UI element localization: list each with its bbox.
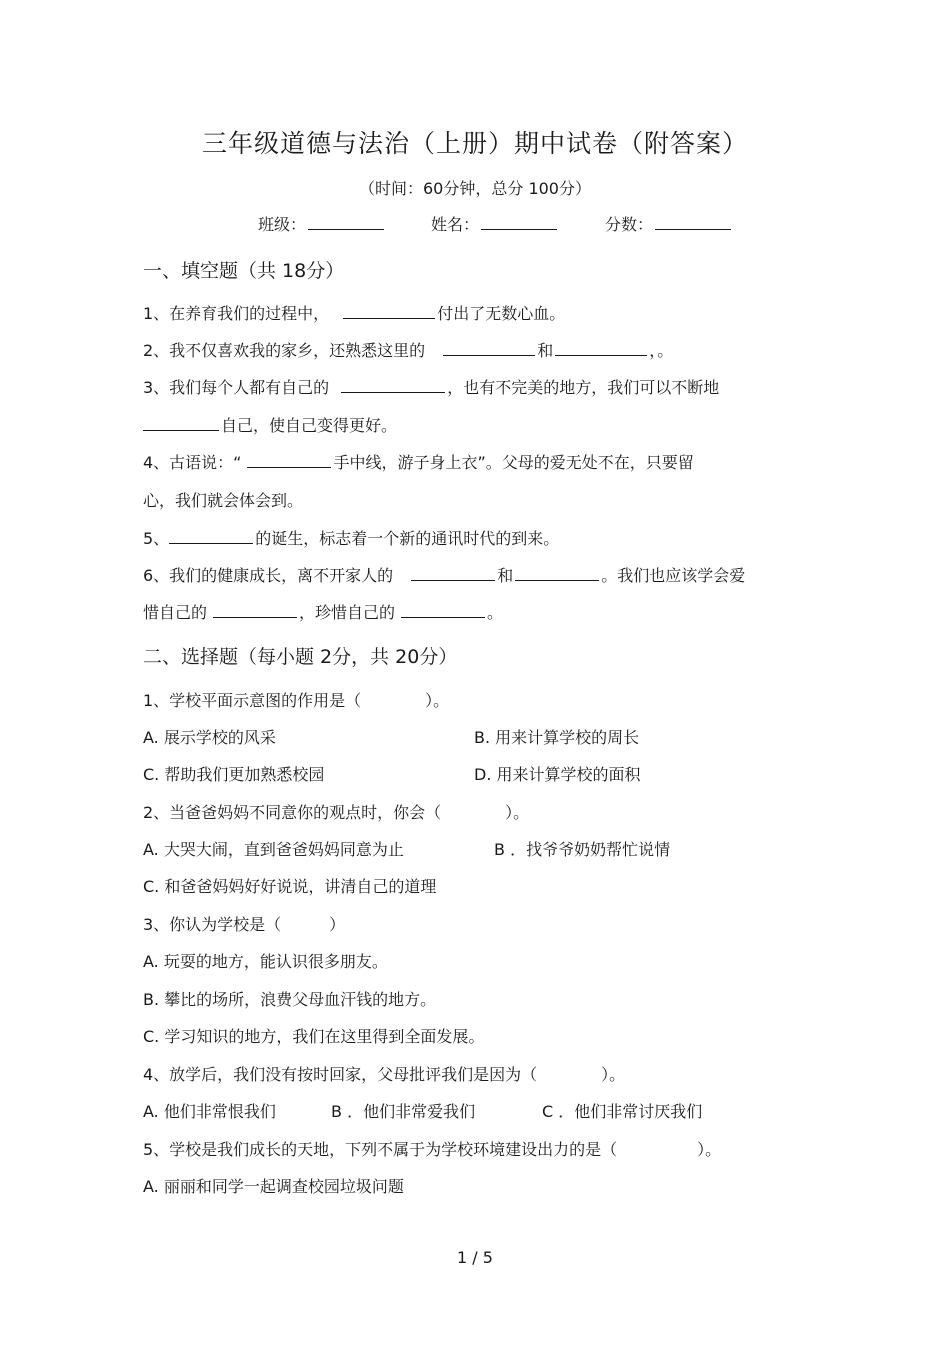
fill-question-1: 1、在养育我们的过程中， 付出了无数心血。	[143, 304, 566, 323]
choice-q1-option-b: B. 用来计算学校的周长	[474, 728, 640, 747]
fill-question-6-cont: 惜自己的 ，珍惜自己的 。	[143, 603, 504, 622]
section2-heading: 二、选择题（每小题 2分，共 20分）	[143, 646, 458, 668]
exam-meta: （时间：60分钟，总分 100分）	[359, 179, 591, 198]
fill-question-3-cont: 自己，使自己变得更好。	[143, 413, 397, 436]
choice-q5-option-a: A. 丽丽和同学一起调查校园垃圾问题	[143, 1177, 404, 1196]
fill-question-2: 2、我不仅喜欢我的家乡，还熟悉这里的 和 ，。	[143, 341, 674, 360]
fill-question-5: 5、 的诞生，标志着一个新的通讯时代的到来。	[143, 529, 560, 548]
class-blank	[308, 213, 384, 230]
name-field	[431, 212, 559, 235]
score-field	[605, 212, 733, 235]
choice-q2-option-c: C. 和爸爸妈妈好好说说，讲清自己的道理	[143, 877, 437, 896]
choice-question-3: 3、你认为学校是（ ）	[143, 915, 346, 934]
choice-q4-option-c: C ．他们非常讨厌我们	[542, 1102, 703, 1121]
section1-heading: 一、填空题（共 18分）	[143, 260, 345, 282]
fill-question-4-cont: 心，我们就会体会到。	[143, 491, 304, 510]
fill-question-3: 3、我们每个人都有自己的 ，也有不完美的地方，我们可以不断地	[143, 378, 720, 397]
fill-question-6: 6、我们的健康成长，离不开家人的 和 。我们也应该学会爱	[143, 566, 746, 585]
choice-q3-option-b: B. 攀比的场所，浪费父母血汗钱的地方。	[143, 990, 437, 1009]
page-title: 三年级道德与法治（上册）期中试卷（附答案）	[201, 129, 748, 158]
choice-q1-option-c: C. 帮助我们更加熟悉校园	[143, 765, 325, 784]
choice-question-2: 2、当爸爸妈妈不同意你的观点时，你会（ ）。	[143, 803, 530, 822]
choice-question-5: 5、学校是我们成长的天地，下列不属于为学校环境建设出力的是（ ）。	[143, 1140, 722, 1159]
class-label: 班级：	[258, 215, 307, 234]
name-label: 姓名：	[431, 215, 480, 234]
choice-q3-option-a: A. 玩耍的地方，能认识很多朋友。	[143, 952, 388, 971]
choice-question-4: 4、放学后，我们没有按时回家，父母批评我们是因为（ ）。	[143, 1065, 626, 1084]
name-blank	[481, 213, 557, 230]
choice-q1-option-d: D. 用来计算学校的面积	[474, 765, 641, 784]
choice-q4-option-a: A. 他们非常恨我们	[143, 1102, 276, 1121]
fill-question-4: 4、古语说：“ 手中线，游子身上衣”。父母的爱无处不在，只要留	[143, 453, 694, 472]
score-label: 分数：	[605, 215, 654, 234]
score-blank	[655, 213, 731, 230]
choice-q1-option-a: A. 展示学校的风采	[143, 728, 276, 747]
choice-question-1: 1、学校平面示意图的作用是（ ）。	[143, 691, 450, 710]
class-field	[258, 212, 386, 235]
choice-q2-option-a: A. 大哭大闹，直到爸爸妈妈同意为止	[143, 840, 404, 859]
choice-q4-option-b: B ．他们非常爱我们	[331, 1102, 476, 1121]
choice-q2-option-b: B ．找爷爷奶奶帮忙说情	[494, 840, 671, 859]
page-number: 1 / 5	[457, 1248, 493, 1267]
choice-q3-option-c: C. 学习知识的地方，我们在这里得到全面发展。	[143, 1027, 485, 1046]
